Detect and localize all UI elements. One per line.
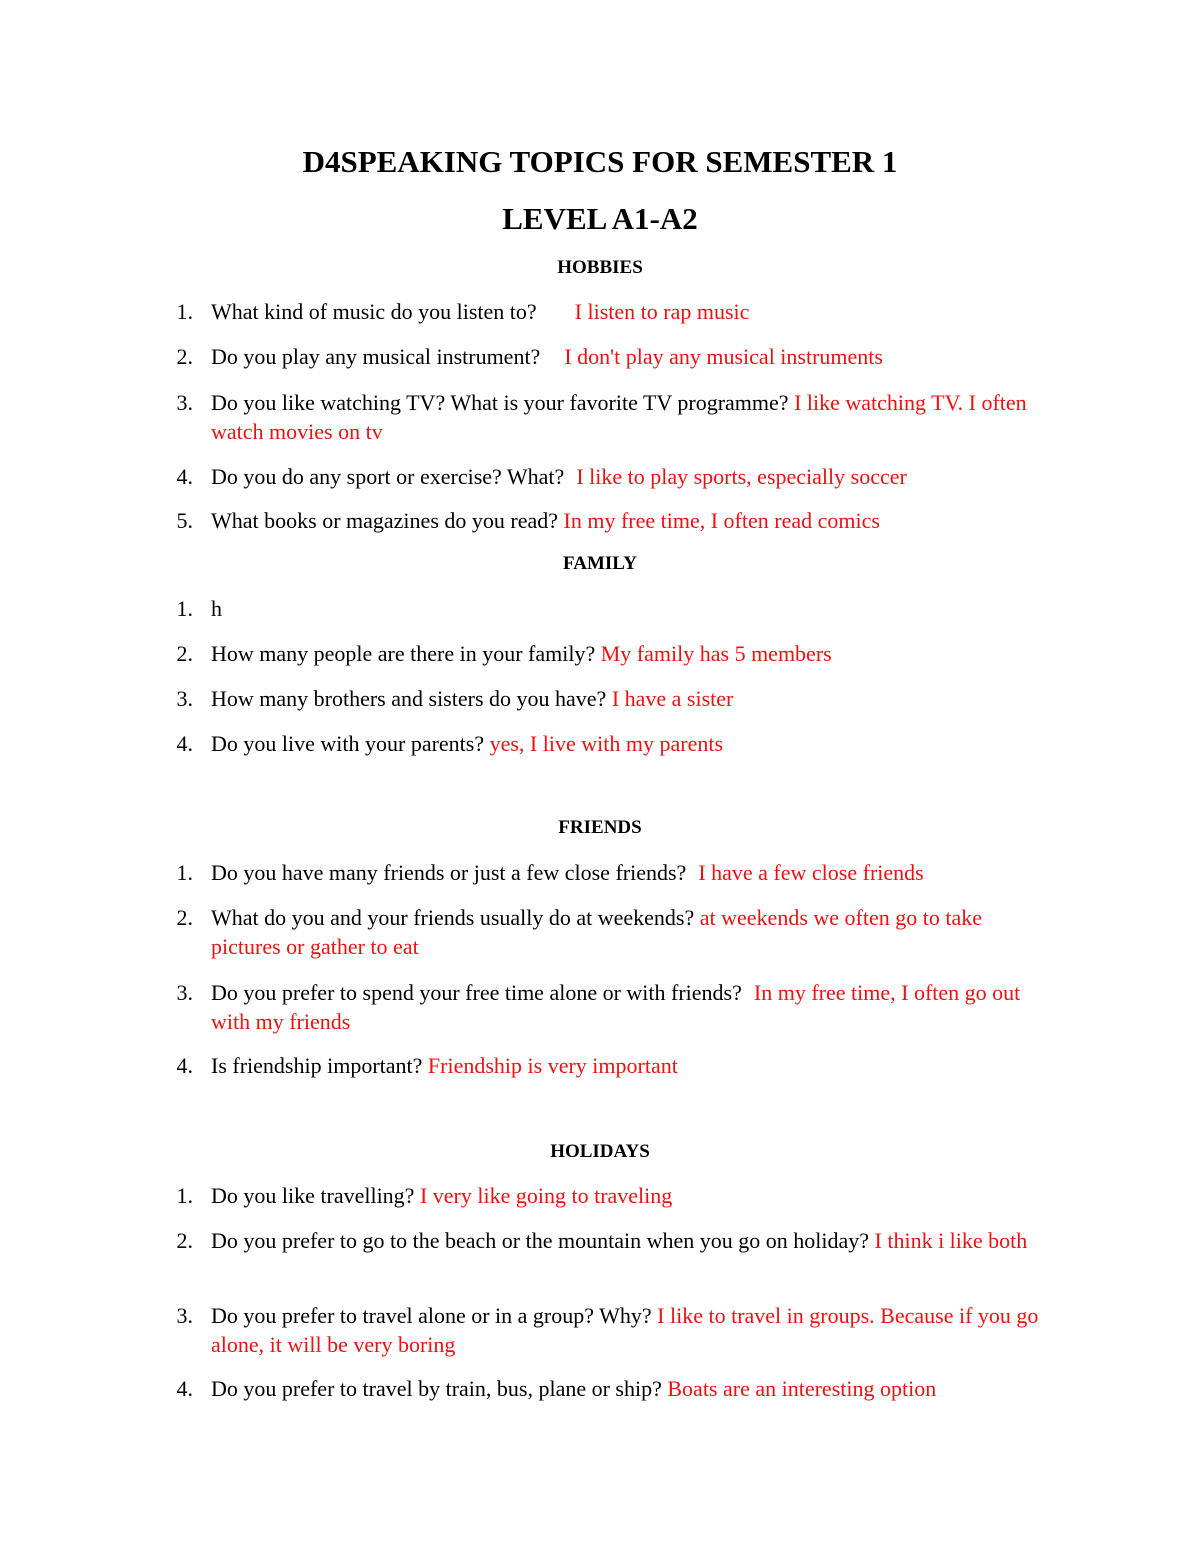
document-subtitle: LEVEL A1-A2 (502, 201, 698, 236)
section-heading-holidays: HOLIDAYS (550, 1141, 650, 1162)
list-item (150, 594, 1050, 623)
item-number: 1. (176, 860, 193, 885)
list-item (150, 462, 1050, 491)
item-number: 4. (176, 731, 193, 756)
section-heading-hobbies: HOBBIES (557, 257, 643, 278)
question-text: h (211, 596, 222, 621)
list-item (150, 1301, 1050, 1359)
question-text: Do you have many friends or just a few close friends? (211, 860, 687, 885)
question-text: Do you prefer to travel by train, bus, plane or ship? (211, 1376, 662, 1401)
answer-text: I listen to rap music (574, 299, 750, 324)
answer-text: I have a sister (611, 686, 734, 711)
item-number: 1. (176, 596, 193, 621)
item-number: 3. (176, 980, 193, 1005)
answer-text: I like watching TV. I often watch movies on tv (211, 390, 1027, 444)
section-heading-friends: FRIENDS (558, 817, 642, 838)
item-number: 4. (176, 1376, 193, 1401)
document-title: D4SPEAKING TOPICS FOR SEMESTER 1 (302, 144, 898, 179)
answer-text: I think i like both (874, 1228, 1028, 1253)
item-number: 4. (176, 464, 193, 489)
list-item (150, 506, 1050, 535)
question-text: Do you prefer to go to the beach or the mountain when you go on holiday? (211, 1228, 870, 1253)
item-number: 2. (176, 344, 193, 369)
question-text: Do you live with your parents? (211, 731, 485, 756)
item-number: 3. (176, 686, 193, 711)
list-item (150, 1181, 1050, 1210)
list-item (150, 858, 1050, 887)
question-text: Do you prefer to spend your free time alone or with friends? (211, 980, 742, 1005)
answer-text: I like to travel in groups. Because if you go alone, it will be very boring (211, 1303, 1039, 1357)
answer-text: yes, I live with my parents (489, 731, 724, 756)
item-number: 2. (176, 1228, 193, 1253)
list-item (150, 978, 1050, 1036)
list-item (150, 297, 1050, 326)
question-text: What books or magazines do you read? (211, 508, 558, 533)
list-item (150, 342, 1050, 371)
item-number: 1. (176, 1183, 193, 1208)
question-text: How many people are there in your family? (211, 641, 596, 666)
list-item (150, 729, 1050, 758)
item-number: 2. (176, 641, 193, 666)
answer-text: Friendship is very important (427, 1053, 678, 1078)
question-text: Do you prefer to travel alone or in a group? Why? (211, 1303, 652, 1328)
answer-text: I don't play any musical instruments (564, 344, 883, 369)
answer-text: I very like going to traveling (419, 1183, 673, 1208)
question-text: How many brothers and sisters do you have? (211, 686, 607, 711)
question-text: Do you like travelling? (211, 1183, 415, 1208)
answer-text: My family has 5 members (600, 641, 832, 666)
question-text: Do you do any sport or exercise? What? (211, 464, 565, 489)
answer-text: Boats are an interesting option (667, 1376, 937, 1401)
item-number: 5. (176, 508, 193, 533)
item-number: 1. (176, 299, 193, 324)
question-text: What kind of music do you listen to? (211, 299, 537, 324)
item-number: 3. (176, 390, 193, 415)
answer-text: at weekends we often go to take pictures or gather to eat (211, 905, 982, 959)
question-text: What do you and your friends usually do at weekends? (211, 905, 695, 930)
list-item (150, 903, 1050, 961)
item-number: 4. (176, 1053, 193, 1078)
list-item (150, 1226, 1050, 1255)
list-item (150, 388, 1050, 446)
answer-text: I have a few close friends (698, 860, 924, 885)
list-item (150, 684, 1050, 713)
question-text: Is friendship important? (211, 1053, 423, 1078)
item-number: 2. (176, 905, 193, 930)
answer-text: I like to play sports, especially soccer (576, 464, 907, 489)
list-item (150, 639, 1050, 668)
item-number: 3. (176, 1303, 193, 1328)
answer-text: In my free time, I often read comics (563, 508, 880, 533)
list-item (150, 1051, 1050, 1080)
answer-text: In my free time, I often go out with my friends (211, 980, 1021, 1034)
question-text: Do you play any musical instrument? (211, 344, 541, 369)
section-heading-family: FAMILY (563, 553, 637, 574)
question-text: Do you like watching TV? What is your favorite TV programme? (211, 390, 789, 415)
list-item (150, 1374, 1050, 1403)
